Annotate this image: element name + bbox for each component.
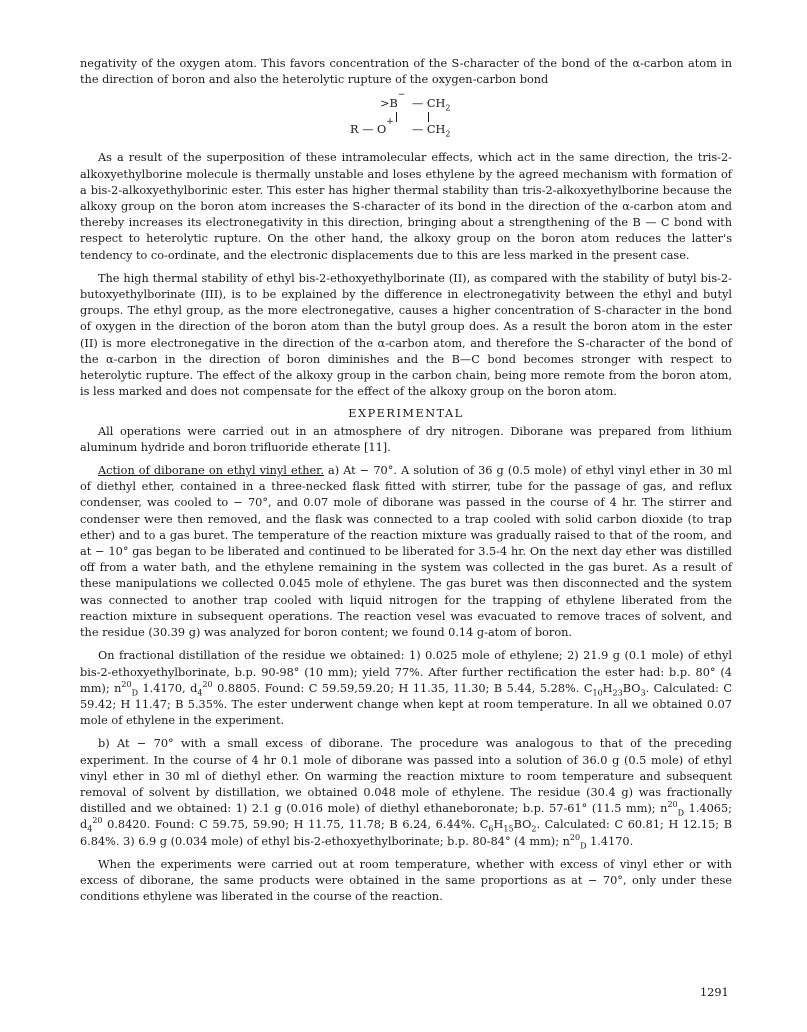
chemical-formula	[80, 89, 732, 140]
paragraph-fractional-distillation: On fractional distillation of the residue we obtained: 1) 0.025 mole of ethylene; 2) 21.9 g (0.1 mole) of ethyl bis-2-ethoxyethylborinate, b.p. 90-98° (10 mm); yield 77%. After further rectification the ester had: b.p. 80° (4 mm); $n^{20}_D$ 1.4170, $d_4^{20}$ 0.8805. Found: C 59.59,59.20; H 11.35, 11.30; B 5.44, 5.28%. $C_{10}H_{23}BO_3$. Calculated: C 59.42; H 11.47; B 5.35%. The ester underwent change when kept at room temperature. In all we obtained 0.07 mole of ethylene in the experiment.	[80, 649, 732, 728]
paragraph-continuation: negativity of the oxygen atom. This favors concentration of the S-character of the bond of the α-carbon atom in the direction of boron and also the heterolytic rupture of the oxygen-carbon bond	[80, 57, 732, 87]
bond-c-c	[428, 112, 429, 122]
bond-b-o	[396, 112, 397, 122]
formula-oxonium: R — O+	[350, 116, 394, 137]
formula-bottom-ch2: — $CH_2$	[412, 123, 451, 139]
subsection-title: Action of diborane on ethyl vinyl ether.	[98, 464, 324, 478]
paragraph-operations: All operations were carried out in an atmosphere of dry nitrogen. Diborane was prepared from lithium aluminum hydride and boron trifluoride etherate [11].	[80, 424, 732, 454]
paragraph-superposition: As a result of the superposition of these intramolecular effects, which act in the same direction, the tris-2-alkoxyethylborine molecule is thermally unstable and loses ethylene by the agreed mechanism with formation of a bis-2-alkoxyethylborinic ester. This ester has higher thermal stability than tris-2-alkoxyethylborine because the alkoxy group on the boron atom increases the S-character of its bond in the direction of the α-carbon atom and thereby increases its electronegativity in this direction, bringing about a strengthening of the B — C bond with respect to heterolytic rupture. On the other hand, the alkoxy group on the boron atom reduces the latter's tendency to co-ordinate, and the electronic displacements due to this are less marked in the present case.	[80, 151, 732, 262]
text-column	[80, 56, 732, 905]
paragraph-excess-diborane: b) At − 70° with a small excess of diborane. The procedure was analogous to that of the preceding experiment. In the course of 4 hr 0.1 mole of diborane was passed into a solution of 36.0 g (0.5 mole) of ethyl vinyl ether in 30 ml of diethyl ether. On warming the reaction mixture to room temperature and subsequent removal of solvent by distillation, we obtained 0.048 mole of ethylene. The residue (30.4 g) was fractionally distilled and we obtained: 1) 2.1 g (0.016 mole) of diethyl ethaneboronate; b.p. 57-61° (11.5 mm); $n^{20}_D$ 1.4065; $d_4^{20}$ 0.8420. Found: C 59.75, 59.90; H 11.75, 11.78; B 6.24, 6.44%. $C_6H_{15}BO_2$. Calculated: C 60.81; H 12.15; B 6.84%. 3) 6.9 g (0.034 mole) of ethyl bis-2-ethoxyethylborinate; b.p. 80-84° (4 mm); $n^{20}_D$ 1.4170.	[80, 737, 732, 850]
section-heading-experimental: EXPERIMENTAL	[348, 407, 464, 421]
paragraph-room-temperature: When the experiments were carried out at room temperature, whether with excess of vinyl ether or with excess of diborane, the same products were obtained in the same proportions as at − 70°, only under these conditions ethylene was liberated in the course of the reaction.	[80, 857, 732, 904]
page-number: 1291	[700, 986, 729, 999]
paragraph-diborane-action: Action of diborane on ethyl vinyl ether. a) At − 70°. A solution of 36 g (0.5 mole) of ethyl vinyl ether in 30 ml of diethyl ether, contained in a three-necked flask fitted with stirrer, tube for the passage of gas, and reflux condenser, was cooled to − 70°, and 0.07 mole of diborane was passed in the course of 4 hr. The stirrer and condenser were then removed, and the flask was connected to a trap cooled with solid carbon dioxide (to trap ether) and to a gas buret. The temperature of the reaction mixture was gradually raised to that of the room, and at − 10° gas began to be liberated and continued to be liberated for 3.5-4 hr. On the next day ether was distilled off from a water bath, and the ethylene remaining in the system was collected in the gas buret. As a result of these manipulations we collected 0.045 mole of ethylene. The gas buret was then disconnected and the system was connected to another trap cooled with liquid nitrogen for the trapping of ethylene liberated from the reaction mixture in subsequent operations. The reaction vesel was evacuated to remove traces of solvent, and the residue (30.39 g) was analyzed for boron content; we found 0.14 g-atom of boron.	[80, 464, 732, 640]
paragraph-thermal-stability: The high thermal stability of ethyl bis-2-ethoxyethylborinate (II), as compared with the stability of butyl bis-2-butoxyethylborinate (III), is to be explained by the difference in electronegativity between the ethyl and butyl groups. The ethyl group, as the more electronegative, causes a higher concentration of S-character in the bond of oxygen in the direction of the boron atom than the butyl group does. As a result the boron atom in the ester (II) is more electronegative in the direction of the α-carbon atom, and therefore the S-character of the bond of the α-carbon in the direction of boron diminishes and the B—C bond becomes stronger with respect to heterolytic rupture. The effect of the alkoxy group in the carbon chain, being more remote from the boron atom, is less marked and does not compensate for the effect of the alkoxy group on the boron atom.	[80, 271, 732, 399]
formula-top-ch2: — $CH_2$	[412, 97, 451, 113]
formula-boron: >B−	[380, 89, 406, 111]
